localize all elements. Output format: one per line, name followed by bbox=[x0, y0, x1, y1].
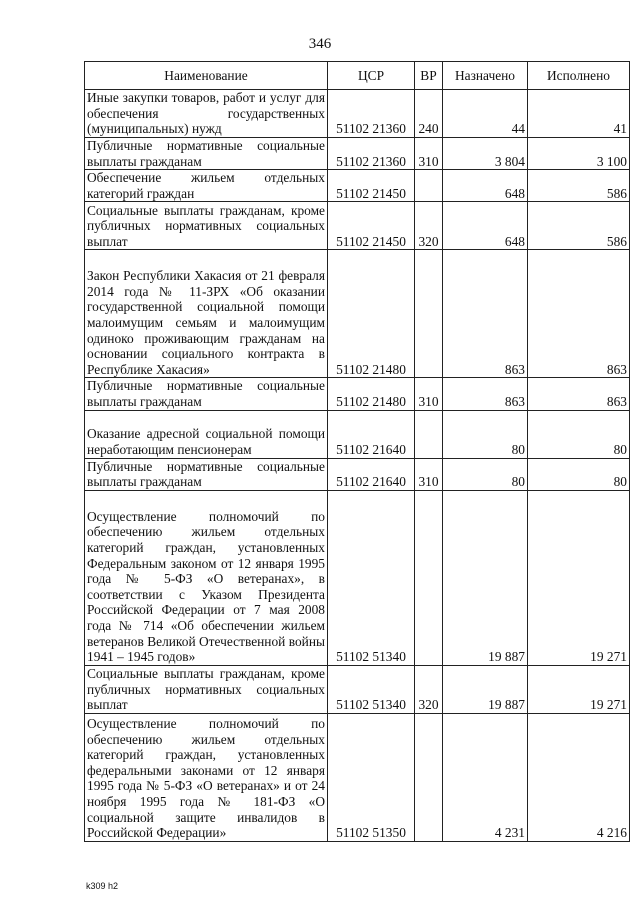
row-assigned: 19 887 bbox=[443, 490, 528, 665]
row-assigned: 19 887 bbox=[443, 665, 528, 713]
row-name: Иные закупки товаров, работ и услуг для обеспечения государственных (муниципальных) нужд bbox=[85, 90, 328, 138]
row-executed: 586 bbox=[528, 170, 630, 202]
table-row bbox=[85, 378, 630, 410]
row-csr: 51102 51350 bbox=[328, 713, 415, 841]
table-row bbox=[85, 490, 630, 665]
row-vr bbox=[415, 410, 443, 458]
row-assigned: 44 bbox=[443, 90, 528, 138]
row-vr: 310 bbox=[415, 138, 443, 170]
row-assigned: 863 bbox=[443, 378, 528, 410]
row-csr: 51102 21480 bbox=[328, 378, 415, 410]
row-executed: 863 bbox=[528, 378, 630, 410]
budget-table bbox=[84, 61, 630, 842]
header-executed: Исполнено bbox=[528, 62, 630, 90]
row-executed: 3 100 bbox=[528, 138, 630, 170]
row-vr bbox=[415, 250, 443, 378]
table-row bbox=[85, 138, 630, 170]
header-vr: ВР bbox=[415, 62, 443, 90]
table-row bbox=[85, 665, 630, 713]
row-executed: 80 bbox=[528, 410, 630, 458]
row-executed: 41 bbox=[528, 90, 630, 138]
row-executed: 19 271 bbox=[528, 490, 630, 665]
row-name: Публичные нормативные социальные выплаты гражданам bbox=[85, 138, 328, 170]
row-name: Социальные выплаты гражданам, кроме публичных нормативных социальных выплат bbox=[85, 202, 328, 250]
row-csr: 51102 21640 bbox=[328, 410, 415, 458]
header-name: Наименование bbox=[85, 62, 328, 90]
row-csr: 51102 21450 bbox=[328, 202, 415, 250]
row-name: Публичные нормативные социальные выплаты гражданам bbox=[85, 378, 328, 410]
row-assigned: 648 bbox=[443, 170, 528, 202]
row-vr: 320 bbox=[415, 202, 443, 250]
row-vr bbox=[415, 490, 443, 665]
table-row bbox=[85, 713, 630, 841]
row-name: Оказание адресной социальной помощи неработающим пенсионерам bbox=[85, 410, 328, 458]
row-name: Обеспечение жильем отдельных категорий граждан bbox=[85, 170, 328, 202]
row-csr: 51102 51340 bbox=[328, 665, 415, 713]
table-row bbox=[85, 250, 630, 378]
table-row bbox=[85, 202, 630, 250]
row-assigned: 648 bbox=[443, 202, 528, 250]
row-csr: 51102 21640 bbox=[328, 458, 415, 490]
header-assigned: Назначено bbox=[443, 62, 528, 90]
row-vr bbox=[415, 713, 443, 841]
row-vr: 320 bbox=[415, 665, 443, 713]
row-executed: 586 bbox=[528, 202, 630, 250]
row-assigned: 80 bbox=[443, 410, 528, 458]
row-executed: 19 271 bbox=[528, 665, 630, 713]
row-name: Социальные выплаты гражданам, кроме публичных нормативных социальных выплат bbox=[85, 665, 328, 713]
row-executed: 4 216 bbox=[528, 713, 630, 841]
row-csr: 51102 21360 bbox=[328, 138, 415, 170]
table-row bbox=[85, 458, 630, 490]
row-csr: 51102 21360 bbox=[328, 90, 415, 138]
row-assigned: 3 804 bbox=[443, 138, 528, 170]
row-assigned: 80 bbox=[443, 458, 528, 490]
footer-code: k309 h2 bbox=[86, 881, 119, 891]
header-csr: ЦСР bbox=[328, 62, 415, 90]
row-name: Публичные нормативные социальные выплаты гражданам bbox=[85, 458, 328, 490]
row-csr: 51102 51340 bbox=[328, 490, 415, 665]
row-assigned: 4 231 bbox=[443, 713, 528, 841]
row-name: Осуществление полномочий по обеспечению жильем отдельных категорий граждан, установленных федеральными законами от 12 января 1995 года № 5-ФЗ «О ветеранах» и от 24 ноября 1995 года № 181-ФЗ «О социальной защите инвалидов в Российской Федерации» bbox=[85, 713, 328, 841]
row-vr: 310 bbox=[415, 378, 443, 410]
row-csr: 51102 21450 bbox=[328, 170, 415, 202]
row-vr bbox=[415, 170, 443, 202]
row-vr: 310 bbox=[415, 458, 443, 490]
row-name: Закон Республики Хакасия от 21 февраля 2014 года № 11-ЗРХ «Об оказании государственной социальной помощи малоимущим семьям и малоимущим одиноко проживающим гражданам на основании социального контракта в Республике Хакасия» bbox=[85, 250, 328, 378]
row-executed: 80 bbox=[528, 458, 630, 490]
table-row bbox=[85, 170, 630, 202]
row-csr: 51102 21480 bbox=[328, 250, 415, 378]
row-vr: 240 bbox=[415, 90, 443, 138]
table-header-row bbox=[85, 62, 630, 90]
row-assigned: 863 bbox=[443, 250, 528, 378]
table-row bbox=[85, 90, 630, 138]
page-number: 346 bbox=[308, 36, 332, 52]
row-name: Осуществление полномочий по обеспечению жильем отдельных категорий граждан, установленных Федеральным законом от 12 января 1995 года № 5-ФЗ «О ветеранах», в соответствии с Указом Президента Российской Федерации от 7 мая 2008 года № 714 «Об обеспечении жильем ветеранов Великой Отечественной войны 1941 – 1945 годов» bbox=[85, 490, 328, 665]
row-executed: 863 bbox=[528, 250, 630, 378]
table-row bbox=[85, 410, 630, 458]
